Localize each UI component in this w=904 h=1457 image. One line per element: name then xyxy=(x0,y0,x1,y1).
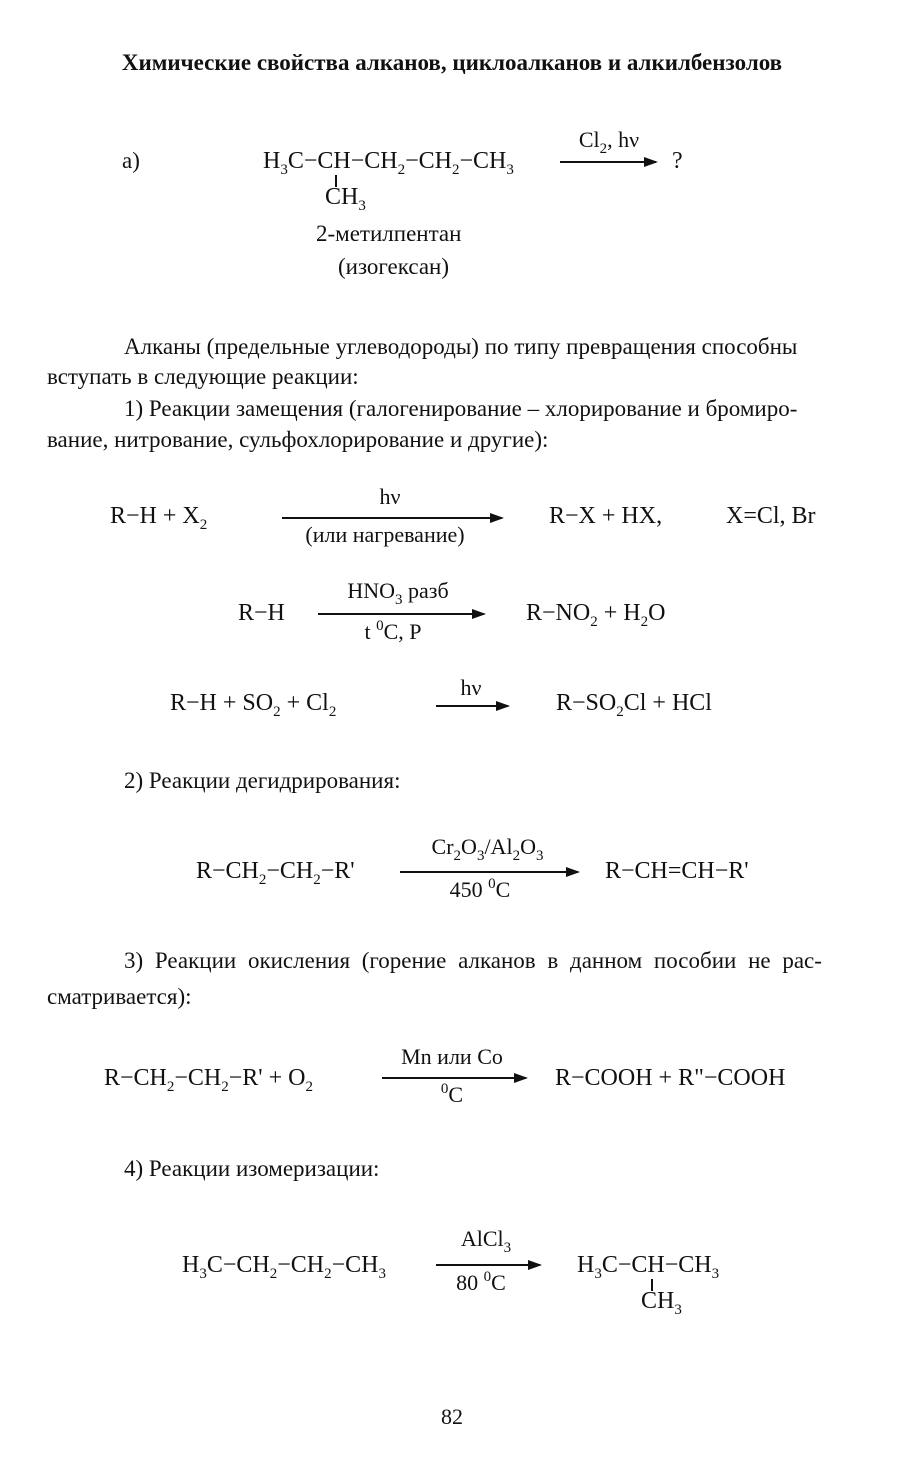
r1-lhs: $R-H + X_2$ xyxy=(110,503,208,533)
r5-cond-top: Mn или Co xyxy=(401,1044,503,1069)
r5-cond-bottom: $^0$C xyxy=(440,1081,464,1107)
r3-lhs: $R-H + SO_2 + Cl_2$ xyxy=(170,690,337,720)
r6-branch: $CH_3$ xyxy=(641,1288,682,1318)
r1-cond-bottom: (или нагревание) xyxy=(305,522,465,547)
r6-rhs: $H_3C-CH-CH_3$ xyxy=(577,1252,720,1282)
r5-lhs: $R-CH_2-CH_2-R' + O_2$ xyxy=(104,1065,313,1095)
task-arrow xyxy=(560,161,656,163)
r6-cond-top: AlCl$_3$ xyxy=(460,1226,512,1256)
r1-note: X=Cl, Br xyxy=(726,503,816,529)
r4-lhs: $R-CH_2-CH_2-R'$ xyxy=(196,858,355,888)
r4-cond-bottom: 450 $^0$C xyxy=(449,876,511,902)
task-branch: $CH_3$ xyxy=(325,184,366,214)
page-title: Химические свойства алканов, циклоалканов и алкилбензолов xyxy=(121,50,783,75)
task-name-alt: (изогексан) xyxy=(338,254,450,279)
item1-line-1: 1) Реакции замещения (галогенирование – хлорирование и бромиро- xyxy=(124,396,798,421)
item1-line-2: вание, нитрование, сульфохлорирование и другие): xyxy=(47,427,549,452)
r3-rhs: $R-SO_2Cl$ + HCl xyxy=(556,690,712,720)
r2-lhs: R−H xyxy=(238,600,285,626)
intro-line-1: Алканы (предельные углеводороды) по типу превращения способны xyxy=(124,334,798,359)
r1-cond-top: hν xyxy=(379,484,401,509)
item3-line-1: 3) Реакции окисления (горение алканов в данном пособии не рас- xyxy=(124,948,822,973)
r2-cond-bottom: t $^0$C, P xyxy=(364,618,422,644)
r6-lhs: $H_3C-CH_2-CH_2-CH_3$ xyxy=(182,1252,386,1282)
r4-cond-top: $Cr_2O_3/Al_2O_3$ xyxy=(431,834,544,864)
r1-rhs: R−X + HX, xyxy=(549,503,663,529)
task-formula: $H_3C-CH-CH_2-CH_2-CH_3$ xyxy=(263,148,514,178)
r4-rhs: R−CH=CH−R' xyxy=(605,858,749,884)
r2-cond-top: $HNO_3$ разб xyxy=(347,578,449,608)
r5-arrow xyxy=(382,1077,526,1079)
r2-arrow xyxy=(318,613,484,615)
r6-cond-bottom: 80 $^0$C xyxy=(456,1269,506,1295)
item3-line-2: сматривается): xyxy=(47,984,192,1009)
task-name: 2-метилпентан xyxy=(316,221,462,246)
item4-heading: 4) Реакции изомеризации: xyxy=(124,1156,380,1181)
intro-line-2: вступать в следующие реакции: xyxy=(47,364,359,389)
r5-rhs: R−COOH + R"−COOH xyxy=(555,1065,786,1091)
r1-arrow xyxy=(282,517,502,519)
r6-arrow xyxy=(436,1264,540,1266)
item2-heading: 2) Реакции дегидрирования: xyxy=(124,768,401,793)
task-product: ? xyxy=(672,148,683,174)
r3-cond-top: hν xyxy=(460,675,482,700)
page-number: 82 xyxy=(441,1404,463,1429)
task-label: а) xyxy=(122,148,140,173)
r4-arrow xyxy=(400,871,578,873)
task-condition: $Cl_2$, hν xyxy=(578,127,640,157)
r2-rhs: $R-NO_2 + H_2O$ xyxy=(526,600,666,630)
r3-arrow xyxy=(436,705,508,707)
